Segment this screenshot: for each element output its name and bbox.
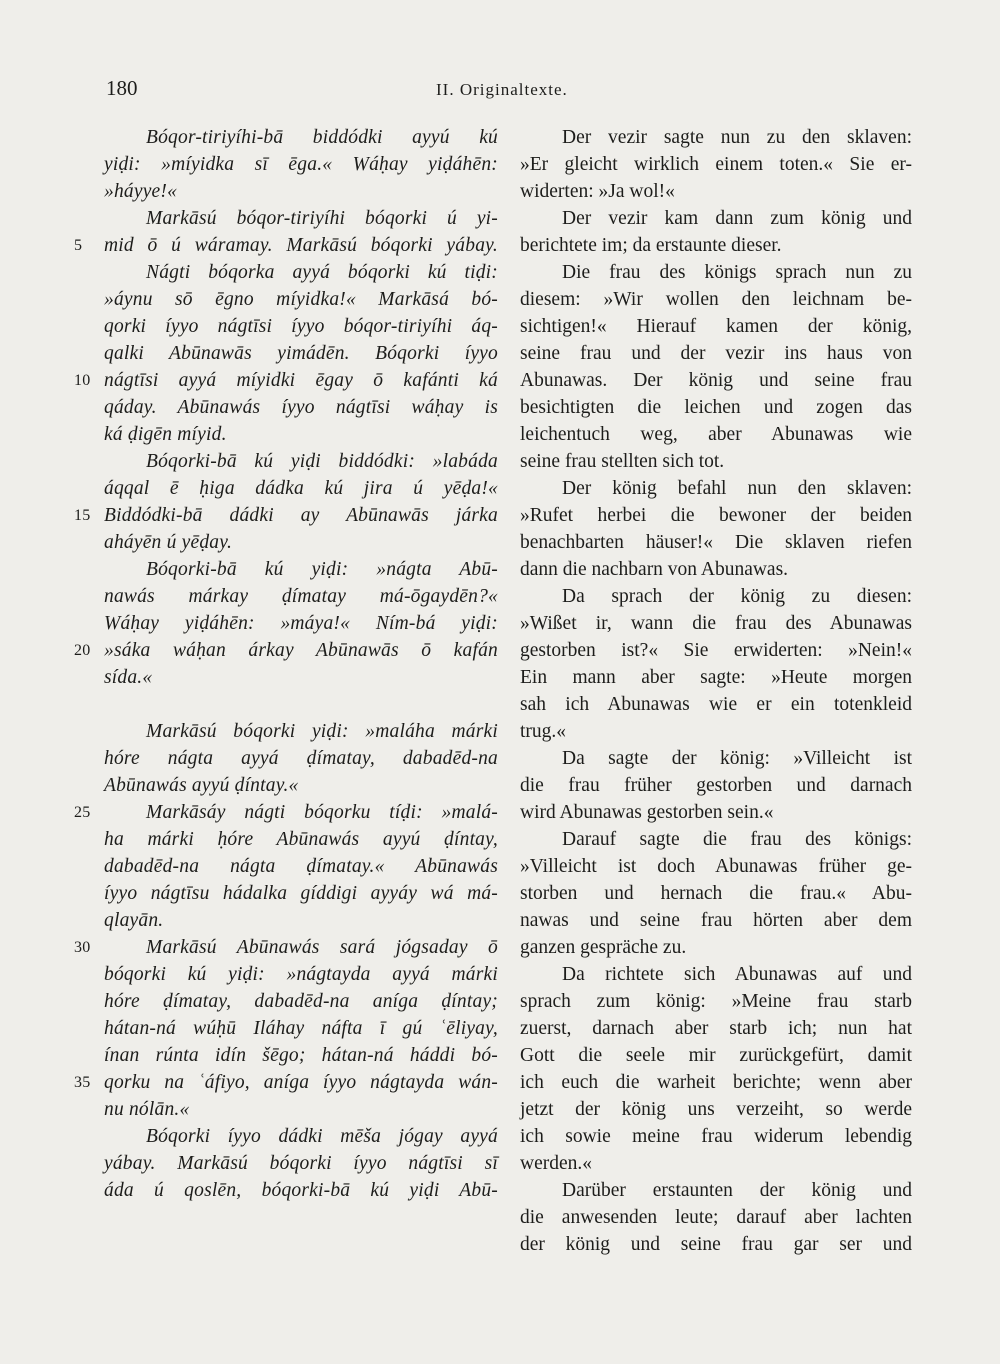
line-text: »háyye!« (104, 181, 178, 202)
line-text: leichentuch weg, aber Abunawas wie (520, 424, 912, 445)
line-text: Darüber erstaunten der könig und (562, 1180, 912, 1201)
line-text: qáday. Abūnawás íyyo nágtīsi wáḥay is (104, 397, 498, 418)
text-line (520, 988, 912, 1015)
text-line (520, 124, 912, 151)
text-line (520, 664, 912, 691)
line-text: Da sagte der könig: »Villeicht ist (562, 748, 912, 769)
text-line (520, 502, 912, 529)
line-text: Der vezir kam dann zum könig und (562, 208, 912, 229)
line-text: Bóqorki-bā kú yiḍi biddódki: »labáda (146, 451, 498, 472)
line-text: mid ō ú wáramay. Markāsú bóqorki yábay. (104, 235, 498, 256)
line-text: ínan rúnta idín šēgo; hátan-ná háddi bó- (104, 1045, 498, 1066)
line-text: Gott die seele mir zurückgefürt, damit (520, 1045, 912, 1066)
text-line (74, 637, 498, 664)
text-line (520, 1042, 912, 1069)
line-text: dann die nachbarn von Abunawas. (520, 559, 789, 580)
text-line (520, 529, 912, 556)
line-text: hóre nágta ayyá ḍímatay, dabadēd-na (104, 748, 498, 769)
line-text: wird Abunawas gestorben sein.« (520, 802, 774, 823)
line-text: Die frau des königs sprach nun zu (562, 262, 912, 283)
text-line (104, 880, 498, 907)
line-text: sah ich Abunawas wie er ein totenkleid (520, 694, 912, 715)
text-line (104, 1177, 498, 1204)
line-text: bóqorki kú yiḍi: »nágtayda ayyá márki (104, 964, 498, 985)
line-text: benachbarten häuser!« Die sklaven riefen (520, 532, 912, 553)
line-text: ich sowie meine frau widerum lebendig (520, 1126, 912, 1147)
text-line (104, 1150, 498, 1177)
text-line (520, 745, 912, 772)
text-line (104, 448, 498, 475)
text-line (520, 880, 912, 907)
line-number: 35 (74, 1074, 91, 1091)
text-line (104, 961, 498, 988)
line-number: 5 (74, 237, 83, 254)
line-number: 10 (74, 372, 91, 389)
line-text: nawás márkay ḍímatay má-ōgaydēn?« (104, 586, 498, 607)
line-text: ha márki ḥóre Abūnawás ayyú ḍíntay, (104, 829, 498, 850)
line-text: Markāsú bóqorki yiḍi: »maláha márki (146, 721, 498, 742)
line-text: berichtete im; da erstaunte dieser. (520, 235, 782, 256)
page-number: 180 (106, 76, 138, 100)
line-number: 30 (74, 939, 91, 956)
text-line (520, 1204, 912, 1231)
text-line (104, 205, 498, 232)
line-text: die frau früher gestorben und darnach (520, 775, 912, 796)
text-line (104, 718, 498, 745)
line-number: 25 (74, 804, 91, 821)
text-line (74, 502, 498, 529)
text-line (520, 961, 912, 988)
line-text: »Rufet herbei die bewoner der beiden (520, 505, 912, 526)
line-text: sprach zum könig: »Meine frau starb (520, 991, 912, 1012)
line-text: ká ḍigēn míyid. (104, 424, 227, 445)
line-text: seine frau und der vezir ins haus von (520, 343, 912, 364)
line-text: besichtigten die leichen und zogen das (520, 397, 912, 418)
text-line (520, 934, 912, 961)
line-text: Da sprach der könig zu diesen: (562, 586, 912, 607)
text-line (520, 583, 912, 610)
line-text: »Er gleicht wirklich einem toten.« Sie er- (520, 154, 912, 175)
text-line (104, 907, 498, 934)
text-line (520, 205, 912, 232)
text-line (104, 259, 498, 286)
text-line (104, 664, 498, 691)
text-line (104, 475, 498, 502)
line-text: nu nólān.« (104, 1099, 190, 1120)
line-text: Markāsú bóqor-tiriyíhi bóqorki ú yi- (146, 208, 498, 229)
text-line (520, 259, 912, 286)
text-line (74, 799, 498, 826)
line-text: Bóqorki-bā kú yiḍi: »nágta Abū- (146, 559, 498, 580)
text-line (104, 772, 498, 799)
text-line (104, 421, 498, 448)
text-line (520, 178, 912, 205)
text-line (520, 475, 912, 502)
line-text: der könig und seine frau gar ser und (520, 1234, 912, 1255)
line-text: yábay. Markāsú bóqorki íyyo nágtīsi sī (104, 1153, 498, 1174)
line-text: Wáḥay yiḍáhēn: »máya!« Ním-bá yiḍi: (104, 613, 498, 634)
line-text: aháyēn ú yēḍay. (104, 532, 233, 553)
line-text: storben und hernach die frau.« Abu- (520, 883, 912, 904)
line-text: qlayān. (104, 910, 164, 931)
line-text: áda ú qoslēn, bóqorki-bā kú yiḍi Abū- (104, 1180, 498, 1201)
line-text: Darauf sagte die frau des königs: (562, 829, 912, 850)
line-text: yiḍi: »míyidka sī ēga.« Wáḥay yiḍáhēn: (104, 154, 498, 175)
text-line (520, 340, 912, 367)
line-text: hátan-ná wúḥū Iláhay náfta ī gú ʿēliyay, (104, 1018, 498, 1039)
line-text: hóre ḍímatay, dabadēd-na aníga ḍíntay; (104, 991, 498, 1012)
line-text: Da richtete sich Abunawas auf und (562, 964, 912, 985)
line-text: dabadēd-na nágta ḍímatay.« Abūnawás (104, 856, 498, 877)
text-line (520, 691, 912, 718)
line-text: sichtigen!« Hierauf kamen der könig, (520, 316, 912, 337)
text-line (520, 1231, 912, 1258)
text-line (520, 1015, 912, 1042)
text-line (520, 799, 912, 826)
text-line (520, 1096, 912, 1123)
line-number: 15 (74, 507, 91, 524)
line-text: Ein mann aber sagte: »Heute morgen (520, 667, 912, 688)
line-text: Bóqor-tiriyíhi-bā biddódki ayyú kú (146, 127, 498, 148)
text-line (104, 124, 498, 151)
text-line (520, 907, 912, 934)
line-text: werden.« (520, 1153, 593, 1174)
line-text: qalki Abūnawās yimádēn. Bóqorki íyyo (104, 343, 498, 364)
text-line (104, 313, 498, 340)
text-line (520, 232, 912, 259)
text-line (520, 772, 912, 799)
line-text: Markāsú Abūnawás sará jógsaday ō (146, 937, 498, 958)
text-line (104, 529, 498, 556)
line-text: »áynu sō ēgno míyidka!« Markāsá bó- (104, 289, 498, 310)
line-text: Nágti bóqorka ayyá bóqorki kú tiḍi: (146, 262, 498, 283)
text-line (74, 1069, 498, 1096)
line-text: trug.« (520, 721, 567, 742)
text-line (104, 178, 498, 205)
text-line (520, 421, 912, 448)
line-text: diesem: »Wir wollen den leichnam be- (520, 289, 912, 310)
text-line (104, 610, 498, 637)
text-line (520, 1069, 912, 1096)
text-line (74, 934, 498, 961)
line-text: ich euch die warheit berichte; wenn aber (520, 1072, 912, 1093)
text-line (520, 610, 912, 637)
line-text: Abunawas. Der könig und seine frau (520, 370, 912, 391)
text-line (520, 556, 912, 583)
text-line (520, 826, 912, 853)
german-translation-column (520, 124, 912, 1258)
text-line (74, 367, 498, 394)
text-line (104, 583, 498, 610)
text-line (520, 313, 912, 340)
text-line (104, 745, 498, 772)
line-text: gestorben ist?« Sie erwiderten: »Nein!« (520, 640, 912, 661)
text-line (520, 853, 912, 880)
line-text: seine frau stellten sich tot. (520, 451, 725, 472)
line-text: Markāsáy nágti bóqorku tíḍi: »malá- (146, 802, 498, 823)
text-line (104, 988, 498, 1015)
line-text: Der vezir sagte nun zu den sklaven: (562, 127, 912, 148)
line-text: die anwesenden leute; darauf aber lachten (520, 1207, 912, 1228)
text-line (520, 718, 912, 745)
text-line (104, 286, 498, 313)
line-text: »Wißet ir, wann die frau des Abunawas (520, 613, 912, 634)
somali-text-column (74, 124, 498, 1204)
text-line (520, 151, 912, 178)
text-line (104, 340, 498, 367)
line-text: widerten: »Ja wol!« (520, 181, 675, 202)
text-line (520, 1150, 912, 1177)
line-text: »Villeicht ist doch Abunawas früher ge- (520, 856, 912, 877)
running-title: II. Originaltexte. (436, 80, 568, 99)
text-line (104, 1015, 498, 1042)
text-line (520, 1123, 912, 1150)
text-line (104, 556, 498, 583)
text-line (520, 637, 912, 664)
text-line (104, 394, 498, 421)
text-line (104, 151, 498, 178)
text-line (104, 1123, 498, 1150)
paragraph-gap (104, 691, 498, 718)
text-line (520, 394, 912, 421)
line-text: zuerst, darnach aber starb ich; nun hat (520, 1018, 912, 1039)
text-line (520, 367, 912, 394)
text-line (520, 448, 912, 475)
line-text: jetzt der könig uns verzeiht, so werde (520, 1099, 912, 1120)
line-text: Abūnawás ayyú ḍíntay.« (104, 775, 299, 796)
text-line (520, 1177, 912, 1204)
line-text: qorki íyyo nágtīsi íyyo bóqor-tiriyíhi áq- (104, 316, 498, 337)
line-text: íyyo nágtīsu hádalka gíddigi ayyáy wá má- (104, 883, 498, 904)
line-text: »sáka wáḥan árkay Abūnawās ō kafán (104, 640, 498, 661)
line-text: nawas und seine frau hörten aber dem (520, 910, 912, 931)
line-text: Biddódki-bā dádki ay Abūnawās járka (104, 505, 498, 526)
line-text: sída.« (104, 667, 153, 688)
line-text: áqqal ē ḥiga dádka kú jira ú yēḍa!« (104, 478, 498, 499)
line-text: ganzen gespräche zu. (520, 937, 687, 958)
text-line (520, 286, 912, 313)
text-line (74, 232, 498, 259)
line-number: 20 (74, 642, 91, 659)
line-text: nágtīsi ayyá míyidki ēgay ō kafánti ká (104, 370, 498, 391)
page-header (0, 76, 1000, 106)
text-line (104, 1096, 498, 1123)
text-line (104, 853, 498, 880)
line-text: Der könig befahl nun den sklaven: (562, 478, 912, 499)
text-line (104, 826, 498, 853)
line-text: Bóqorki íyyo dádki mēša jógay ayyá (146, 1126, 498, 1147)
text-line (104, 1042, 498, 1069)
line-text: qorku na ʿáfiyo, aníga íyyo nágtayda wán- (104, 1072, 498, 1093)
